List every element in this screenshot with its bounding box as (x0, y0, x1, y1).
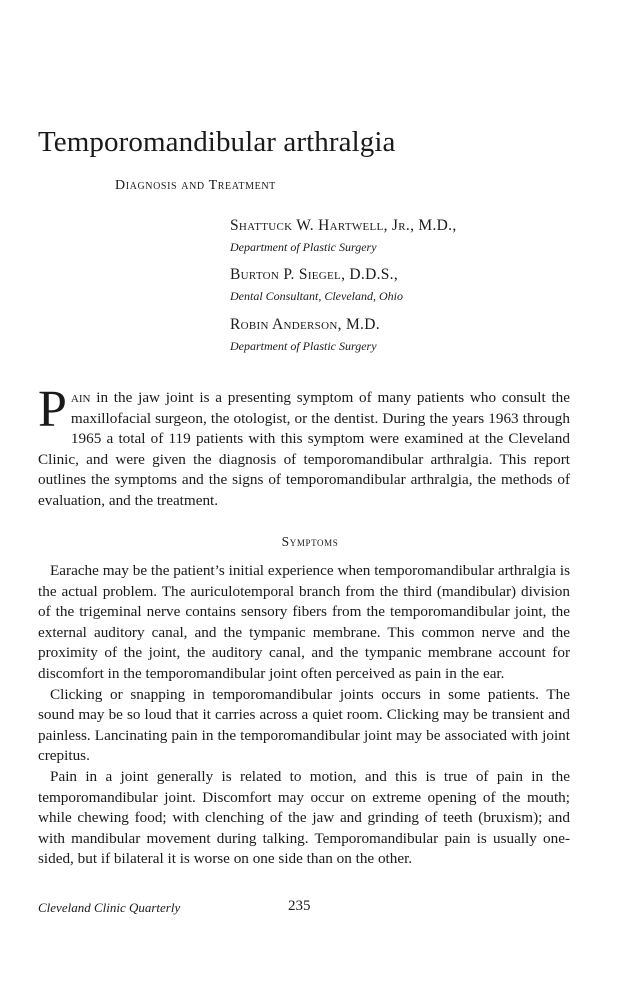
body-paragraph: Clicking or snapping in temporomandibular joints occurs in some patients. The sound may be so loud that it carries across a quiet room. Clicking may be transient and painless. Lancinating pain in the temporomandibular joint may be associated with joint crepitus. (38, 685, 570, 765)
page-number: 235 (288, 898, 311, 914)
symptoms-section (38, 561, 570, 870)
body-paragraph: Earache may be the patient’s initial experience when temporomandibular arthralgia is the actual problem. The auriculotemporal branch from the third (mandibular) division of the trigeminal nerve contains sensory fibers from the temporomandibular joint, the external auditory canal, and the tympanic membrane. This common nerve and the proximity of the joint, the auditory canal, and the tympanic membrane account for discomfort in the temporomandibular joint often perceived as pain in the ear. (38, 562, 570, 682)
intro-lead-word: ain (70, 389, 91, 406)
author-name: Burton P. Siegel, D.D.S., (230, 266, 399, 283)
article-title: Temporomandibular arthralgia (38, 126, 396, 158)
article-subtitle: Diagnosis and Treatment (115, 178, 276, 193)
author-name: Robin Anderson, M.D. (230, 316, 380, 333)
author-block (230, 315, 380, 354)
intro-text: in the jaw joint is a presenting symptom of many patients who consult the maxillofacial surgeon, the otologist, or the dentist. During the years 1963 through 1965 a total of 119 patients with this symptom were examined at the Cleveland Clinic, and were given the diagnosis of temporomandibular arthralgia. This report outlines the symptoms and the signs of temporomandibular arthralgia, the methods of evaluation, and the treatment. (38, 389, 570, 509)
journal-name: Cleveland Clinic Quarterly (38, 900, 181, 915)
author-block (230, 265, 403, 304)
author-block (230, 216, 457, 255)
body-paragraph: Pain in a joint generally is related to motion, and this is true of pain in the temporomandibular joint. Discomfort may occur on extreme opening of the mouth; while chewing food; with clenching of the jaw and grinding of teeth (bruxism); and with mandibular movement during talking. Temporomandibular pain is usually one-sided, but if bilateral it is worse on one side than on the other. (38, 767, 570, 868)
author-affiliation: Department of Plastic Surgery (230, 339, 377, 353)
intro-paragraph (38, 381, 570, 512)
author-name: Shattuck W. Hartwell, Jr., M.D., (230, 217, 457, 234)
author-affiliation: Dental Consultant, Cleveland, Ohio (230, 289, 403, 303)
author-affiliation: Department of Plastic Surgery (230, 240, 377, 254)
drop-cap: P (38, 381, 67, 438)
section-heading-symptoms: Symptoms (281, 534, 339, 549)
